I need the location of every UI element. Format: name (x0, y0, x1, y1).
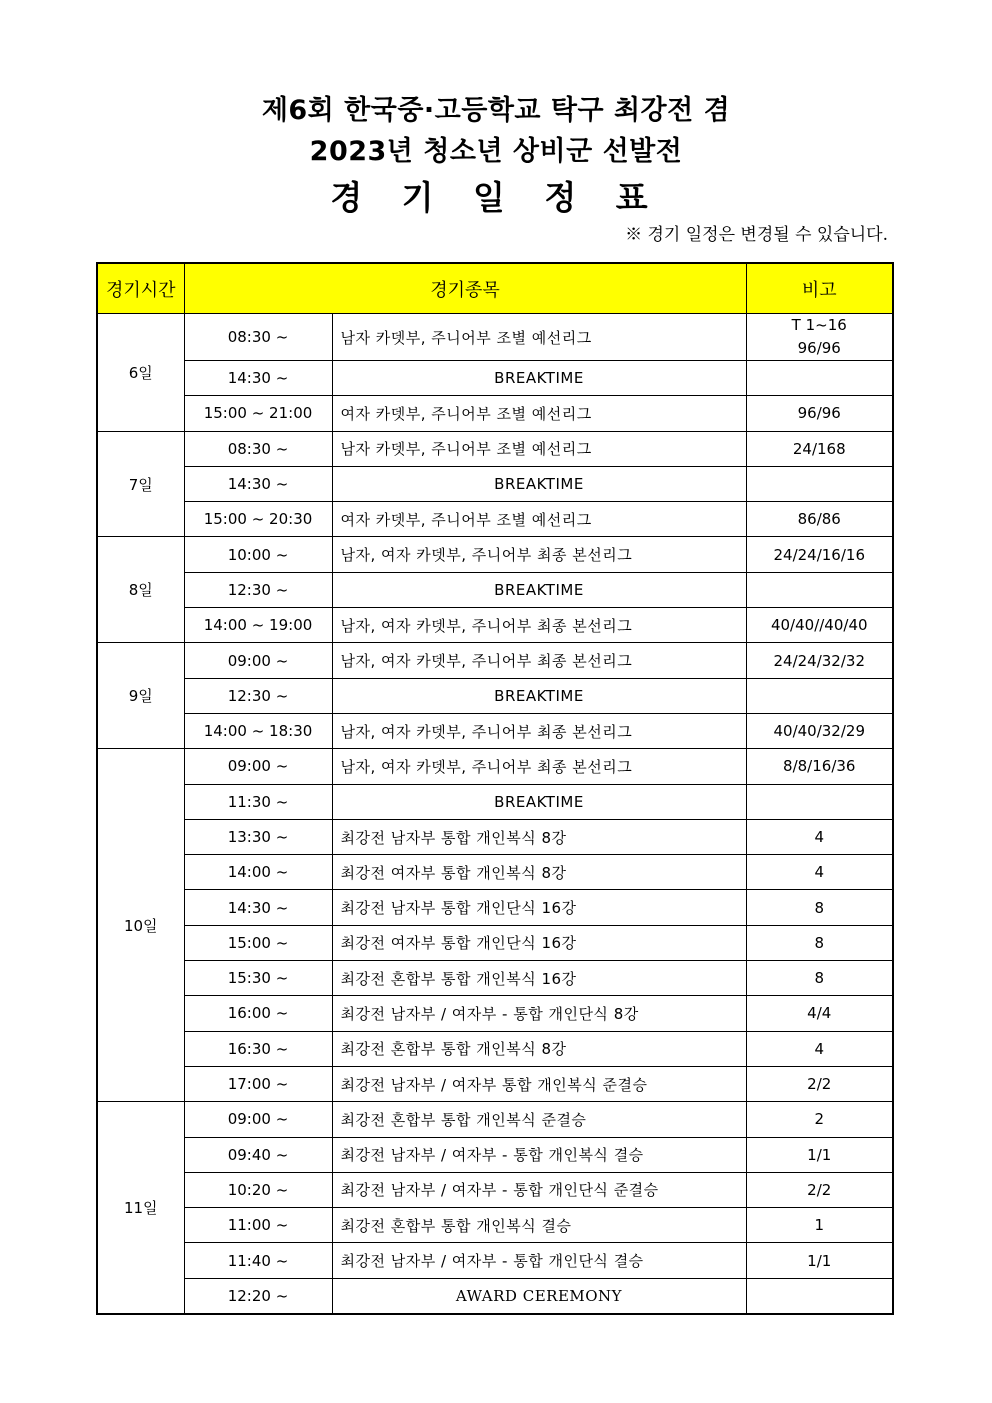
note-text: 24/24/16/16 (773, 545, 865, 564)
title-line-1: 제6회 한국중·고등학교 탁구 최강전 겸 (261, 95, 731, 126)
note-cell (746, 396, 893, 431)
note-cell (746, 431, 893, 466)
time-cell: 11:30 ~ (184, 784, 332, 819)
event-cell: BREAKTIME (332, 784, 746, 819)
event-cell: 남자, 여자 카뎃부, 주니어부 최종 본선리그 (332, 749, 746, 784)
note-cell (746, 890, 893, 925)
header-event: 경기종목 (184, 263, 746, 314)
note-text: T 1~16 (791, 316, 847, 334)
day-cell: 7일 (97, 431, 184, 537)
event-cell: BREAKTIME (332, 466, 746, 501)
schedule-table (96, 262, 894, 1315)
time-cell: 09:40 ~ (184, 1137, 332, 1172)
note-cell (746, 643, 893, 678)
time-cell: 15:30 ~ (184, 961, 332, 996)
note-cell (746, 1278, 893, 1314)
note-text: 1/1 (807, 1145, 832, 1164)
note-text: 40/40//40/40 (770, 616, 868, 635)
time-cell: 12:30 ~ (184, 678, 332, 713)
schedule-notice: ※ 경기 일정은 변경될 수 있습니다. (625, 225, 888, 245)
table-row (97, 749, 893, 784)
note-text: 24/168 (792, 439, 846, 458)
time-cell: 09:00 ~ (184, 1102, 332, 1137)
note-cell (746, 537, 893, 572)
table-row (97, 1102, 893, 1137)
event-cell: 최강전 혼합부 통합 개인복식 결승 (332, 1208, 746, 1243)
table-row (97, 537, 893, 572)
event-cell: 최강전 남자부 / 여자부 - 통합 개인단식 준결승 (332, 1172, 746, 1207)
note-text: 4 (814, 863, 825, 882)
time-cell: 11:40 ~ (184, 1243, 332, 1278)
note-cell (746, 749, 893, 784)
day-cell: 8일 (97, 537, 184, 643)
time-cell: 14:00 ~ (184, 855, 332, 890)
time-cell: 14:30 ~ (184, 361, 332, 396)
event-cell: 최강전 남자부 통합 개인단식 16강 (332, 890, 746, 925)
event-cell: 최강전 혼합부 통합 개인복식 16강 (332, 961, 746, 996)
table-row (97, 784, 893, 819)
note-text: 4 (814, 828, 825, 846)
time-cell: 15:00 ~ 21:00 (184, 396, 332, 431)
table-row (97, 466, 893, 501)
table-row (97, 643, 893, 678)
event-cell: 최강전 여자부 통합 개인단식 16강 (332, 925, 746, 960)
note-cell (746, 925, 893, 960)
day-cell: 9일 (97, 643, 184, 749)
note-text: 2/2 (807, 1075, 832, 1094)
note-text: 96/96 (797, 404, 841, 423)
note-cell (746, 1031, 893, 1066)
table-row (97, 314, 893, 361)
event-cell: 남자, 여자 카뎃부, 주니어부 최종 본선리그 (332, 713, 746, 748)
note-cell (746, 608, 893, 643)
note-text: 1 (814, 1216, 825, 1235)
event-cell: 남자, 여자 카뎃부, 주니어부 최종 본선리그 (332, 643, 746, 678)
table-row (97, 1243, 893, 1278)
time-cell: 14:00 ~ 19:00 (184, 608, 332, 643)
event-cell: 최강전 여자부 통합 개인복식 8강 (332, 855, 746, 890)
table-row (97, 1208, 893, 1243)
table-row (97, 678, 893, 713)
schedule-body (97, 314, 893, 1315)
note-cell (746, 819, 893, 854)
table-row (97, 431, 893, 466)
event-cell: 최강전 남자부 / 여자부 - 통합 개인복식 결승 (332, 1137, 746, 1172)
table-row (97, 925, 893, 960)
event-cell: 최강전 남자부 / 여자부 - 통합 개인단식 8강 (332, 996, 746, 1031)
time-cell: 10:00 ~ (184, 537, 332, 572)
note-text: 24/24/32/32 (773, 651, 865, 670)
event-cell: 남자, 여자 카뎃부, 주니어부 최종 본선리그 (332, 537, 746, 572)
header-note: 비고 (746, 263, 893, 314)
time-cell: 17:00 ~ (184, 1066, 332, 1101)
time-cell: 09:00 ~ (184, 749, 332, 784)
time-cell: 16:30 ~ (184, 1031, 332, 1066)
note-cell (746, 361, 893, 396)
time-cell: 15:00 ~ (184, 925, 332, 960)
note-text: 4/4 (807, 1004, 832, 1023)
time-cell: 08:30 ~ (184, 431, 332, 466)
note-text: 8 (814, 969, 825, 988)
note-cell (746, 502, 893, 537)
table-row (97, 855, 893, 890)
event-cell: BREAKTIME (332, 572, 746, 607)
table-row (97, 1137, 893, 1172)
event-cell: AWARD CEREMONY (332, 1278, 746, 1314)
header-time: 경기시간 (97, 263, 184, 314)
table-row (97, 1172, 893, 1207)
time-cell: 16:00 ~ (184, 996, 332, 1031)
note-text: 2 (814, 1110, 825, 1129)
note-cell (746, 572, 893, 607)
event-cell: 남자, 여자 카뎃부, 주니어부 최종 본선리그 (332, 608, 746, 643)
table-row (97, 1278, 893, 1314)
note-cell (746, 713, 893, 748)
note-cell (746, 1208, 893, 1243)
note-text: 40/40/32/29 (773, 722, 865, 741)
time-cell: 14:30 ~ (184, 466, 332, 501)
event-cell: 남자 카뎃부, 주니어부 조별 예선리그 (332, 314, 746, 361)
table-row (97, 361, 893, 396)
note-text: 1/1 (807, 1251, 832, 1270)
table-header-row (97, 263, 893, 314)
title-line-2: 2023년 청소년 상비군 선발전 (309, 136, 683, 167)
event-cell: 최강전 남자부 / 여자부 - 통합 개인단식 결승 (332, 1243, 746, 1278)
table-row (97, 1031, 893, 1066)
time-cell: 08:30 ~ (184, 314, 332, 361)
note-cell (746, 1102, 893, 1137)
day-cell: 10일 (97, 749, 184, 1102)
table-row (97, 396, 893, 431)
time-cell: 14:30 ~ (184, 890, 332, 925)
note-cell (746, 466, 893, 501)
time-cell: 10:20 ~ (184, 1172, 332, 1207)
schedule-title: 경 기 일 정 표 (330, 178, 662, 217)
event-cell: 여자 카뎃부, 주니어부 조별 예선리그 (332, 396, 746, 431)
note-text: 4 (814, 1039, 825, 1058)
day-cell: 11일 (97, 1102, 184, 1314)
time-cell: 12:20 ~ (184, 1278, 332, 1314)
note-cell (746, 1243, 893, 1278)
time-cell: 14:00 ~ 18:30 (184, 713, 332, 748)
note-text: 96/96 (797, 339, 841, 357)
event-cell: BREAKTIME (332, 678, 746, 713)
table-row (97, 996, 893, 1031)
table-row (97, 1066, 893, 1101)
note-cell (746, 855, 893, 890)
table-row (97, 502, 893, 537)
note-text: 8/8/16/36 (783, 757, 856, 776)
day-cell: 6일 (97, 314, 184, 432)
note-cell (746, 996, 893, 1031)
note-cell (746, 1066, 893, 1101)
event-cell: 최강전 남자부 통합 개인복식 8강 (332, 819, 746, 854)
table-row (97, 961, 893, 996)
note-text: 8 (814, 933, 825, 952)
event-cell: BREAKTIME (332, 361, 746, 396)
table-row (97, 608, 893, 643)
event-cell: 여자 카뎃부, 주니어부 조별 예선리그 (332, 502, 746, 537)
note-cell (746, 678, 893, 713)
table-row (97, 713, 893, 748)
time-cell: 13:30 ~ (184, 819, 332, 854)
time-cell: 12:30 ~ (184, 572, 332, 607)
table-row (97, 572, 893, 607)
table-row (97, 890, 893, 925)
table-row (97, 819, 893, 854)
event-cell: 최강전 남자부 / 여자부 통합 개인복식 준결승 (332, 1066, 746, 1101)
note-cell (746, 961, 893, 996)
note-text: 86/86 (797, 510, 841, 529)
note-cell (746, 1137, 893, 1172)
time-cell: 15:00 ~ 20:30 (184, 502, 332, 537)
note-cell (746, 314, 893, 361)
event-cell: 남자 카뎃부, 주니어부 조별 예선리그 (332, 431, 746, 466)
time-cell: 09:00 ~ (184, 643, 332, 678)
event-cell: 최강전 혼합부 통합 개인복식 8강 (332, 1031, 746, 1066)
note-cell (746, 1172, 893, 1207)
event-cell: 최강전 혼합부 통합 개인복식 준결승 (332, 1102, 746, 1137)
note-text: 2/2 (807, 1180, 832, 1199)
note-cell (746, 784, 893, 819)
note-text: 8 (814, 898, 825, 917)
time-cell: 11:00 ~ (184, 1208, 332, 1243)
